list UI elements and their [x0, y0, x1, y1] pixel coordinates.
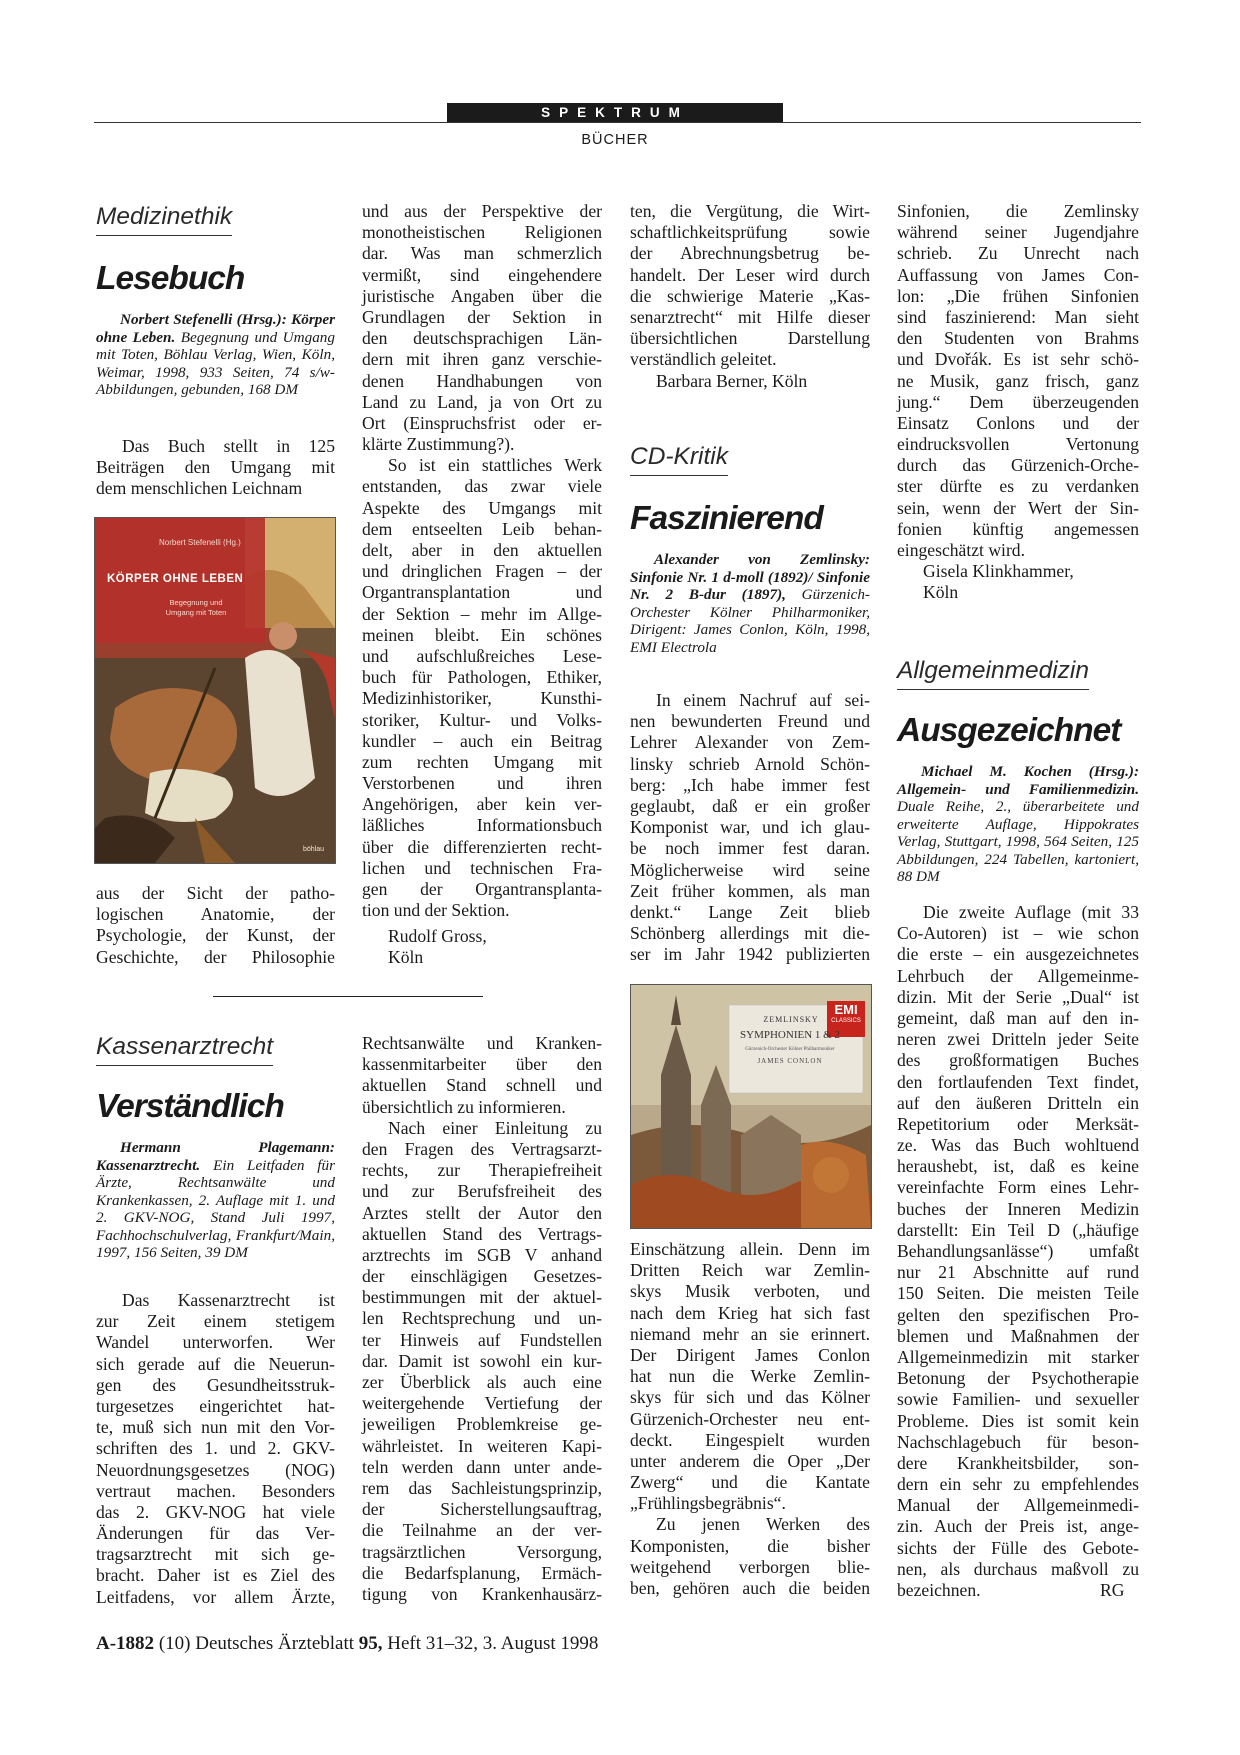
text-line: zur Zeit einem stetigem: [96, 1311, 335, 1332]
text-line: Änderungen für das Ver-: [96, 1523, 335, 1544]
text-line: übersichtlichen Darstellung: [630, 328, 870, 349]
text-line: Komponisten, die bisher: [630, 1535, 870, 1556]
article4-kicker: Allgemeinmedizin: [897, 657, 1089, 690]
text-line: den Studenten von Brahms: [897, 328, 1139, 349]
text-line: dar. Was man schmerzlich: [362, 243, 602, 264]
footer-issue-date: Heft 31–32, 3. August 1998: [382, 1633, 599, 1654]
text-line: gelten den spezifischen Pro-: [897, 1304, 1139, 1325]
text-line: Organtransplantation und: [362, 582, 602, 603]
text-line: die Bedarfsplanung, Ermäch-: [362, 1562, 602, 1583]
text-line: sowie Familien- und sexueller: [897, 1389, 1139, 1410]
cover-subtitle: Begegnung und Umgang mit Toten: [165, 598, 227, 617]
article3-col3-bottom: [630, 1239, 870, 1599]
text-line: eingeschätzt wird.: [897, 540, 1025, 560]
text-line: 150 Seiten. Die meisten Teile: [897, 1283, 1139, 1304]
text-line: hat nun die Werke Zemlin-: [630, 1366, 870, 1387]
cd-title: SYMPHONIEN 1 & 2: [740, 1029, 840, 1041]
signature-name: Rudolf Gross,: [388, 926, 487, 946]
article1-col2: [362, 201, 602, 921]
article3-col3-top: [630, 690, 870, 965]
text-line: storiker, Kultur- und Volks-: [362, 709, 602, 730]
text-line: den deutschsprachigen Län-: [362, 328, 602, 349]
text-line: den Fragen des Vertragsarzt-: [362, 1138, 602, 1159]
footer-journal: (10) Deutsches Ärzteblatt: [154, 1633, 359, 1654]
text-line: sind faszinierend: Man sieht: [897, 306, 1139, 327]
text-line: sein, wenn der Wert der Sin-: [897, 497, 1139, 518]
text-line: weitergehende Vertiefung der: [362, 1393, 602, 1414]
biblio-author-title: Michael M. Kochen (Hrsg.): Allgemein- und Familienmedizin.: [897, 763, 1139, 798]
footer-volume: 95,: [358, 1633, 383, 1654]
article3-biblio: [630, 551, 870, 656]
article1-headline: Lesebuch: [96, 260, 245, 297]
text-line: auf den äußeren Dritteln ein: [897, 1092, 1139, 1113]
text-line: nur 21 Abschnitte auf rund: [897, 1262, 1139, 1283]
text-line: Ort (Einspruchsfrist oder er-: [362, 412, 602, 433]
section-title: SPEKTRUM: [447, 103, 783, 123]
text-line: entstanden, das zwar viele: [362, 476, 602, 497]
text-line: blemen und Maßnahmen der: [897, 1325, 1139, 1346]
text-line: aus der Sicht der patho-: [96, 883, 335, 903]
text-line: dere Krankheitsbilder, son-: [897, 1452, 1139, 1473]
text-line: Zeit früher kommen, als man: [630, 880, 870, 901]
text-line: ster dürfte es zu verdanken: [897, 476, 1139, 497]
text-line: denkt.“ Lange Zeit blieb: [630, 901, 870, 922]
biblio-details: Ein Leitfaden für Ärzte, Rechtsanwälte und Krankenkassen, 2. Auflage mit 1. und 2. GKV-NOG, Stand Juli 1997, Fachhochschulverlag, Frankfurt/Main, 1997, 156 Seiten, 39 DM: [96, 1156, 335, 1261]
text-line: ben, gehören auch die beiden: [630, 1578, 870, 1598]
text-line: dern mit ihren ganz verschie-: [362, 349, 602, 370]
text-line: Land zu Land, ja von Ort zu: [362, 391, 602, 412]
emi-classics-text: CLASSICS: [831, 1018, 861, 1024]
text-line: ne Musik, ganz frisch, ganz: [897, 370, 1139, 391]
text-line: zin. Auch der Preis ist, ange-: [897, 1516, 1139, 1537]
text-line: gen der Organtransplanta-: [362, 879, 602, 899]
article1-col1-bottom: [96, 883, 335, 968]
text-line: des großformatigen Buches: [897, 1050, 1139, 1071]
text-line: Komponist war, und ich glau-: [630, 817, 870, 838]
text-line: der Sektion – mehr im Allge-: [362, 603, 602, 624]
text-line: aktuellen Stand des Vertrags-: [362, 1223, 602, 1244]
text-line: niemand mehr an sie erinnert.: [630, 1323, 870, 1344]
text-line: rem das Sachleistungsprinzip,: [362, 1477, 602, 1498]
text-line: linsky schrieb Arnold Schön-: [630, 753, 870, 774]
biblio-details: Duale Reihe, 2., überarbeitete und erweiterte Auflage, Hippokrates Verlag, Stuttgart, 1998, 564 Seiten, 125 Abbildungen, 224 Tabellen, kartoniert, 88 DM: [897, 798, 1139, 885]
article2-biblio: [96, 1139, 335, 1262]
text-line: juristische Angaben über die: [362, 285, 602, 306]
text-line: zum rechten Umgang mit: [362, 751, 602, 772]
text-line: Das Kassenarztrecht ist: [122, 1290, 335, 1310]
text-line: tigung von Krankenhausärz-: [362, 1583, 602, 1604]
cover-publisher: böhlau: [303, 846, 325, 853]
text-line: Neuordnungsgesetzes (NOG): [96, 1459, 335, 1480]
text-line: nen, als durchaus maßvoll zu: [897, 1558, 1139, 1579]
text-line: Angehörigen, aber kein ver-: [362, 794, 602, 815]
text-line: vereinfachte Form eines Lehr-: [897, 1177, 1139, 1198]
page-footer: [96, 1633, 598, 1655]
text-line: und aufschlußreiches Lese-: [362, 645, 602, 666]
text-line: Einschätzung allein. Denn im: [630, 1239, 870, 1259]
article3-headline: Faszinierend: [630, 500, 823, 537]
text-line: lon: „Die frühen Sinfonien: [897, 285, 1139, 306]
text-line: Einsatz Conlons und der: [897, 412, 1139, 433]
text-line: Co-Autoren) ist – wie schon: [897, 923, 1139, 944]
article2-col3: [630, 201, 870, 371]
article3-kicker: CD-Kritik: [630, 443, 728, 476]
text-line: Grundlagen der Sektion in: [362, 306, 602, 327]
text-line: meinen bleibt. Ein schönes: [362, 624, 602, 645]
subsection-title: BÜCHER: [581, 132, 649, 148]
text-line: Manual der Allgemeinmedi-: [897, 1495, 1139, 1516]
text-line: Zwerg“ und die Kantate: [630, 1472, 870, 1493]
text-line: über die differenzierten recht-: [362, 836, 602, 857]
text-line: Beiträgen den Umgang mit: [96, 457, 335, 478]
text-line: Geschichte, der Philosophie: [96, 946, 335, 967]
text-line: während seiner Jugendjahre: [897, 222, 1139, 243]
text-line: nen bewunderten Freund und: [630, 711, 870, 732]
text-line: läßliches Informationsbuch: [362, 815, 602, 836]
text-line: schriften des 1. und 2. GKV-: [96, 1438, 335, 1459]
text-line: fonien künftig angemessen: [897, 518, 1139, 539]
text-line: Medizinhistoriker, Kunsthi-: [362, 688, 602, 709]
text-line: sich gerade auf die Neuerun-: [96, 1353, 335, 1374]
text-line: Lehrbuch der Allgemeinme-: [897, 965, 1139, 986]
text-line: Der Dirigent James Conlon: [630, 1344, 870, 1365]
cd-composer: ZEMLINSKY: [763, 1015, 819, 1024]
text-line: bracht. Daher ist es Ziel des: [96, 1565, 335, 1586]
text-line: Auffassung von James Con-: [897, 264, 1139, 285]
text-line: jung.“ Dem überzeugenden: [897, 391, 1139, 412]
article2-col1: [96, 1290, 335, 1608]
text-line: durch das Gürzenich-Orche-: [897, 455, 1139, 476]
biblio-author-title: Norbert Stefenelli (Hrsg.): Körper ohne Leben.: [96, 311, 335, 346]
text-line: buches der Inneren Medizin: [897, 1198, 1139, 1219]
article4-biblio: [897, 763, 1139, 886]
signature-city: Köln: [923, 582, 959, 603]
text-line: ser im Jahr 1942 publizierten: [630, 944, 870, 965]
text-line: Dritten Reich war Zemlin-: [630, 1260, 870, 1281]
biblio-details: Begegnung und Umgang mit Toten, Böhlau Verlag, Wien, Köln, Weimar, 1998, 933 Seiten, 74 s/w-Abbildungen, gebunden, 168 DM: [96, 328, 335, 398]
biblio-author-title: Hermann Plagemann: Kassenarztrecht.: [96, 1139, 335, 1174]
text-line: die Teilnahme an der ver-: [362, 1520, 602, 1541]
signature-name: Gisela Klinkhammer,: [923, 561, 1074, 581]
article1-signature: [388, 926, 602, 968]
text-line: die erste – ein ausgezeichnetes: [897, 944, 1139, 965]
text-line: bestimmungen mit der aktuel-: [362, 1287, 602, 1308]
text-line: skys Musik verboten, und: [630, 1281, 870, 1302]
text-line: vermißt, sind eingehendere: [362, 264, 602, 285]
text-line: die schwierige Materie „Kas-: [630, 285, 870, 306]
text-line: nach dem Krieg hat sich fast: [630, 1302, 870, 1323]
text-line: dem entseelten Leib behan-: [362, 518, 602, 539]
emi-logo-text: EMI: [834, 1002, 858, 1017]
text-line: Psychologie, der Kunst, der: [96, 925, 335, 946]
text-line: währleistet. In weiteren Kapi-: [362, 1435, 602, 1456]
text-line: und Dvořák. Es ist sehr schö-: [897, 349, 1139, 370]
text-line: senarztrecht“ mit Hilfe dieser: [630, 306, 870, 327]
text-line: ter Hinweis auf Fundstellen: [362, 1329, 602, 1350]
article3-col4: [897, 201, 1139, 561]
text-line: aktuellen Stand schnell und: [362, 1075, 602, 1096]
text-line: unter anderem die Oper „Der: [630, 1450, 870, 1471]
text-line: Behandlungsanlässe“) umfaßt: [897, 1241, 1139, 1261]
text-line: und dringlichen Fragen – der: [362, 561, 602, 582]
article1-biblio: [96, 311, 335, 399]
text-line: verständlich geleitet.: [630, 349, 777, 370]
text-line: Allgemeinmedizin mit starker: [897, 1346, 1139, 1367]
text-line: Verstorbenen und ihren: [362, 773, 602, 794]
text-line: heraushebt, ist, daß es keine: [897, 1156, 1139, 1177]
text-line: Schönberg allerdings mit die-: [630, 923, 870, 944]
header-rule: [94, 122, 1141, 123]
article2-signature: [656, 371, 870, 392]
text-line: Zu jenen Werken des: [656, 1514, 870, 1535]
text-line: berg: „Ich habe immer fest: [630, 774, 870, 795]
text-line: Wandel unterworfen. Wer: [96, 1332, 335, 1353]
text-line: tion und der Sektion.: [362, 900, 510, 921]
text-line: „Frühlingsbegräbnis“.: [630, 1493, 786, 1514]
text-line: monotheistischen Religionen: [362, 222, 602, 243]
cd-orchestra: Gürzenich-Orchester Kölner Philharmoniker: [745, 1047, 835, 1052]
text-line: weitgehend verborgen blie-: [630, 1556, 870, 1577]
text-line: tragsärztlichen Versorgung,: [362, 1541, 602, 1562]
article4-headline: Ausgezeichnet: [897, 712, 1121, 749]
text-line: arztrechts im SGB V anhand: [362, 1244, 602, 1265]
text-line: übersichtlich zu informieren.: [362, 1096, 566, 1117]
text-line: rechts, zur Therapiefreiheit: [362, 1160, 602, 1181]
article4-signature: RG: [1100, 1580, 1125, 1600]
text-line: dern ein sehr zu empfehlendes: [897, 1474, 1139, 1495]
text-line: Leitfadens, vor allem Ärzte,: [96, 1586, 335, 1607]
text-line: der einschlägigen Gesetzes-: [362, 1266, 602, 1287]
text-line: Nachschlagebuch für beson-: [897, 1431, 1139, 1452]
text-line: Sinfonien, die Zemlinsky: [897, 201, 1139, 221]
text-line: be noch immer fest daran.: [630, 838, 870, 859]
text-line: der Sicherstellungsauftrag,: [362, 1499, 602, 1520]
text-line: das 2. GKV-NOG hat viele: [96, 1501, 335, 1522]
cover-author: Norbert Stefenelli (Hg.): [159, 538, 241, 547]
article1-kicker: Medizinethik: [96, 203, 232, 236]
article3-signature: [923, 561, 1139, 603]
text-line: ze. Was das Buch wohltuend: [897, 1135, 1139, 1156]
text-line: lichen und technischen Fra-: [362, 857, 602, 878]
text-line: jeweiligen Problemkreise ge-: [362, 1414, 602, 1435]
text-line: teln werden dann unter ande-: [362, 1456, 602, 1477]
text-line: Betonung der Psychotherapie: [897, 1368, 1139, 1389]
text-line: logischen Anatomie, der: [96, 904, 335, 925]
signature-name: Barbara Berner, Köln: [656, 371, 808, 391]
text-line: der Abrechnungsbetrug be-: [630, 243, 870, 264]
text-line: den fortlaufenden Text findet,: [897, 1071, 1139, 1092]
biblio-details: Gürzenich-Orchester Kölner Philharmoniker, Dirigent: James Conlon, Köln, 1998, EMI Electrola: [630, 586, 870, 656]
text-line: und aus der Perspektive der: [362, 201, 602, 221]
text-line: kassenmitarbeiter über den: [362, 1054, 602, 1075]
text-line: klärte Zustimmung?).: [362, 434, 515, 455]
cd-conductor: JAMES CONLON: [757, 1057, 823, 1065]
signature-city: Köln: [388, 947, 424, 968]
text-line: kundler – auch ein Beitrag: [362, 730, 602, 751]
text-line: neren zwei Dritteln jeder Seite: [897, 1029, 1139, 1050]
text-line: buch für Pathologen, Ethiker,: [362, 667, 602, 688]
biblio-author-title: Alexander von Zemlinsky: Sinfonie Nr. 1 d-moll (1892)/ Sinfonie Nr. 2 B-dur (1897),: [630, 551, 870, 603]
text-line: dar. Damit ist sowohl ein kur-: [362, 1350, 602, 1371]
text-line: Nach einer Einleitung zu: [388, 1117, 602, 1138]
text-line: dizin. Mit der Serie „Dual“ ist: [897, 986, 1139, 1007]
text-line: Aspekte des Umgangs mit: [362, 497, 602, 518]
article2-kicker: Kassenarztrecht: [96, 1033, 273, 1066]
article4-col4: [897, 902, 1139, 1601]
text-line: darstellt: Ein Teil D („häufige: [897, 1219, 1139, 1240]
text-line: Rechtsanwälte und Kranken-: [362, 1033, 602, 1053]
text-line: eindrucksvollen Vertonung: [897, 434, 1139, 455]
text-line: gen des Gesundheitsstruk-: [96, 1374, 335, 1395]
page-number: A-1882: [96, 1633, 155, 1654]
text-line: turgesetzes eingerichtet hat-: [96, 1395, 335, 1416]
text-line: handelt. Der Leser wird durch: [630, 264, 870, 285]
text-line: skys für sich und das Kölner: [630, 1387, 870, 1408]
book-cover-painting: [95, 518, 335, 863]
text-line: Arztes stellt der Autor den: [362, 1202, 602, 1223]
text-line: te, muß sich nun mit den Vor-: [96, 1417, 335, 1438]
text-line: deckt. Eingespielt wurden: [630, 1429, 870, 1450]
text-line: Die zweite Auflage (mit 33: [923, 902, 1139, 922]
text-line: Gürzenich-Orchester neu ent-: [630, 1408, 870, 1429]
cd-cover-zemlinsky: [630, 984, 872, 1229]
text-line: Lehrer Alexander von Zem-: [630, 732, 870, 753]
text-line: denen Handhabungen von: [362, 370, 602, 391]
text-line: bezeichnen.: [897, 1580, 981, 1600]
text-line: Möglicherweise wird seine: [630, 859, 870, 880]
text-line: vertraut machen. Besonders: [96, 1480, 335, 1501]
text-line: sichts der Fülle des Gebote-: [897, 1537, 1139, 1558]
text-line: geglaubt, daß er ein großer: [630, 795, 870, 816]
text-line: len Rechtsprechung und un-: [362, 1308, 602, 1329]
article-separator: [213, 996, 483, 997]
text-line: tragsarztrecht mit sich ge-: [96, 1544, 335, 1565]
article2-headline: Verständlich: [96, 1088, 284, 1125]
text-line: schrieb. Zu Unrecht nach: [897, 243, 1139, 264]
text-line: ten, die Vergütung, die Wirt-: [630, 201, 870, 221]
text-line: gemeint, daß man auf den in-: [897, 1007, 1139, 1028]
text-line: dem menschlichen Leichnam: [96, 478, 303, 499]
text-line: schaftlichkeitsprüfung sowie: [630, 222, 870, 243]
book-cover-koerper-ohne-leben: [94, 517, 336, 864]
emi-logo: [827, 1003, 865, 1026]
text-line: Probleme. Dies ist somit kein: [897, 1410, 1139, 1431]
cover-title: KÖRPER OHNE LEBEN: [107, 573, 244, 585]
text-line: zer Überblick als auch eine: [362, 1372, 602, 1392]
article1-col1-top: [96, 436, 335, 500]
text-line: und zur Berufsfreiheit des: [362, 1181, 602, 1202]
text-line: So ist ein stattliches Werk: [388, 455, 602, 476]
text-line: delt, aber in den aktuellen: [362, 540, 602, 560]
article2-col2: [362, 1033, 602, 1605]
text-line: Das Buch stellt in 125: [122, 436, 335, 456]
text-line: Repetitorium oder Merksät-: [897, 1113, 1139, 1134]
text-line: In einem Nachruf auf sei-: [656, 690, 870, 710]
